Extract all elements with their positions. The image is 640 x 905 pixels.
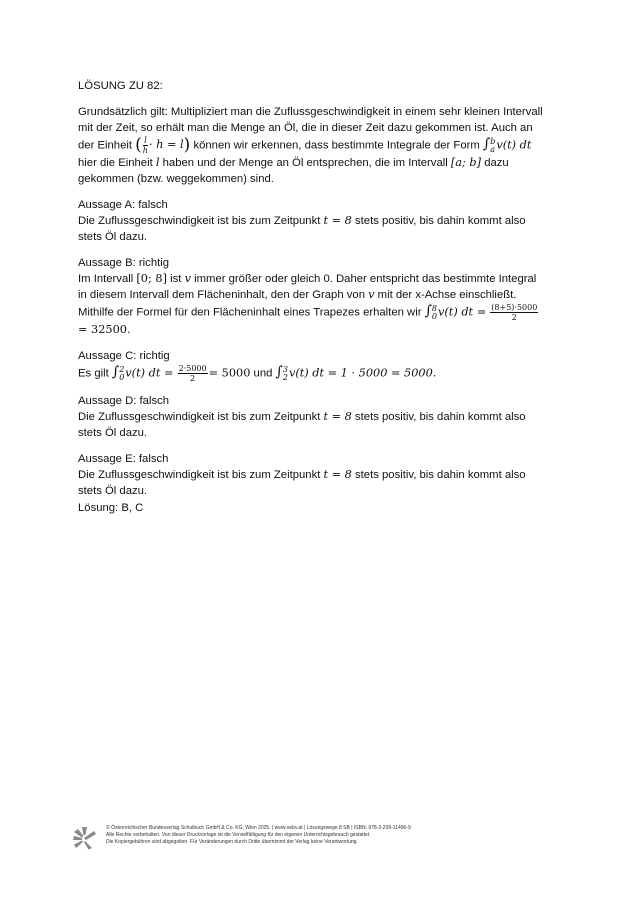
statement-a: Aussage A: falsch Die Zuflussgeschwindigkeit ist bis zum Zeitpunkt t = 8 stets positiv, bis dahin kommt also stets Öl dazu. [78, 197, 548, 245]
statement-d: Aussage D: falsch Die Zuflussgeschwindigkeit ist bis zum Zeitpunkt t = 8 stets positiv, bis dahin kommt also stets Öl dazu. [78, 393, 548, 441]
statement-a-label: Aussage A: falsch [78, 199, 168, 211]
intro-paragraph: Grundsätzlich gilt: Multipliziert man die Zuflussgeschwindigkeit in einem sehr kleinen Intervall mit der Zeit, so erhält man die Menge an Öl, die in dieser Zeit dazu gekommen ist. Auch an der Einheit ( $\frac{l}{h}$ · h = l) können wir erkennen, dass bestimmte Integrale der Form ∫ b a v(t) dt hier die Einheit l haben und der Menge an Öl entsprechen, die im Intervall [a; b] dazu gekommen (bzw. weggekommen) sind. [78, 106, 543, 185]
solution-summary: Lösung: B, C [78, 502, 144, 514]
integral-0-2: ∫ [111, 364, 120, 381]
statement-c: Aussage C: richtig Es gilt ∫ 2 0 v(t) dt = $\frac{2\cdot 5000}{2}$ = 5000 und ∫ 3 2 v(t) dt = 1 · 5000 = 5000. [78, 348, 548, 383]
integral-ab: ∫ [482, 136, 491, 153]
statement-d-label: Aussage D: falsch [78, 395, 170, 407]
trapezoid-fraction: $\frac{(8+5)\cdot 5000}{2}$ [491, 303, 538, 322]
integral-2-3: ∫ [275, 364, 283, 381]
solution-page [78, 78, 548, 509]
oebv-logo-icon [72, 826, 98, 850]
footer-copyright: © Österreichischer Bundesverlag Schulbuch GmbH & Co. KG, Wien 2025. | www.oebv.at | Lösungswege 8 SB | ISBN: 978-3-209-11496-9 Alle Rechte vorbehalten. Von dieser Druckvorlage ist die Vervielfältigung für den eigenen Unterrichtsgebrauch gestattet. Die Kopiergebühren sind abgegolten. Für Veränderungen durch Dritte übernimmt der Verlag keine Verantwortung. [106, 825, 411, 846]
statement-e: Aussage E: falsch Die Zuflussgeschwindigkeit ist bis zum Zeitpunkt t = 8 stets positiv, bis dahin kommt also stets Öl dazu. [78, 451, 548, 499]
integral-0-8: ∫ [424, 303, 432, 320]
statement-c-label: Aussage C: richtig [78, 350, 170, 362]
statement-b: Aussage B: richtig Im Intervall [0; 8] ist v immer größer oder gleich 0. Daher entspricht das bestimmte Integral in diesem Intervall dem Flächeninhalt, den der Graph von v mit der x-Achse einschließt. Mithilfe der Formel für den Flächeninhalt eines Trapezes erhalten wir ∫ 8 0 v(t) dt = $\frac{(8+5)\cdot 5000}{2}$ = 32500. [78, 255, 548, 338]
statement-b-label: Aussage B: richtig [78, 257, 170, 269]
unit-expression: ( $\frac{l}{h}$ · h = l) [135, 135, 191, 156]
page-title: LÖSUNG ZU 82: [78, 80, 163, 92]
statement-e-label: Aussage E: falsch [78, 453, 169, 465]
